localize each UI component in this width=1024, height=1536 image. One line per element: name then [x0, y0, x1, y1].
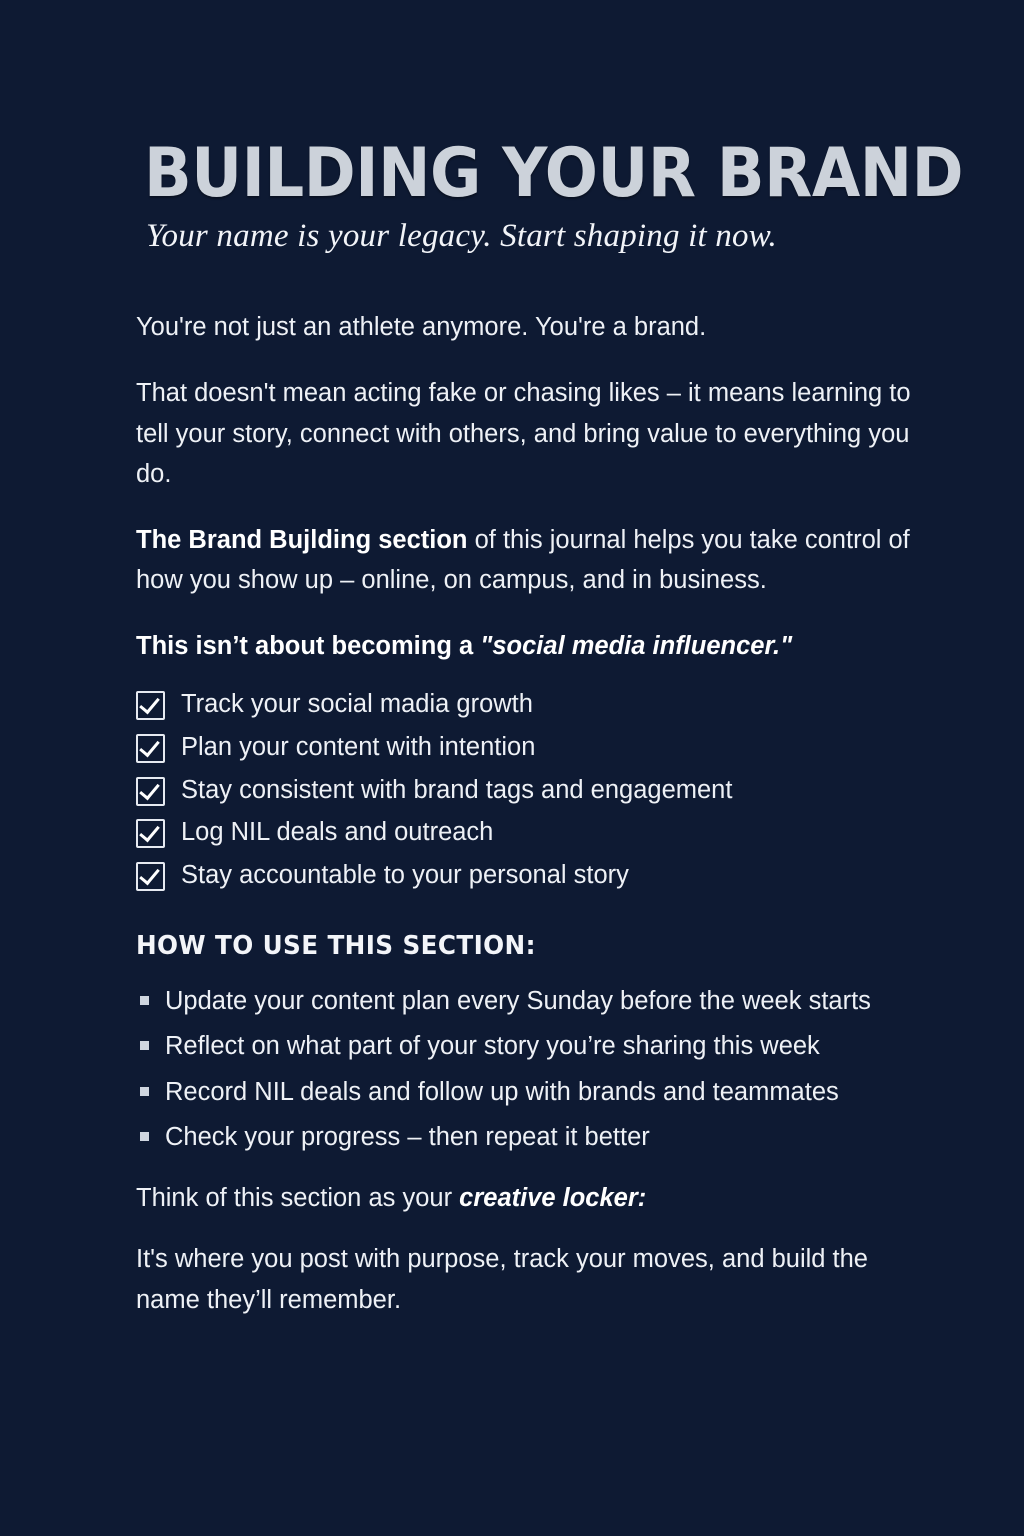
intro-paragraph-1: You're not just an athlete anymore. You're a brand.	[136, 313, 707, 341]
closing-line-2: It's where you post with purpose, track your moves, and build the name they’ll remember.	[136, 1245, 868, 1314]
list-item	[140, 981, 914, 1022]
list-item	[140, 1072, 914, 1113]
list-item	[136, 854, 914, 897]
how-to-label: Record NIL deals and follow up with brands and teammates	[165, 1077, 839, 1106]
square-bullet-icon	[140, 996, 149, 1005]
checkbox-checked-icon[interactable]	[136, 819, 165, 848]
intro-paragraph-3	[136, 520, 914, 601]
list-item	[136, 811, 914, 854]
closing-prefix: Think of this section as your	[136, 1184, 460, 1213]
list-item	[140, 1026, 914, 1067]
checkbox-checked-icon[interactable]	[136, 862, 165, 891]
intro-paragraph-3-rest: of this journal helps you take control of how you show up – online, on campus, and in business.	[136, 526, 910, 595]
page-title: BUILDING YOUR BRAND	[144, 134, 964, 213]
checkbox-checked-icon[interactable]	[136, 734, 165, 763]
list-item	[140, 1117, 914, 1158]
list-item	[136, 726, 914, 769]
square-bullet-icon	[140, 1041, 149, 1050]
brand-building-emphasis: The Brand Bujlding section	[136, 526, 468, 555]
intro-paragraph-2: That doesn't mean acting fake or chasing likes – it means learning to tell your story, connect with others, and bring value to everything you do.	[136, 379, 911, 488]
how-to-list	[136, 981, 914, 1158]
how-to-label: Check your progress – then repeat it better	[165, 1122, 650, 1151]
checklist-label: Track your social madia growth	[181, 689, 533, 718]
checklist-label: Stay consistent with brand tags and engagement	[181, 775, 733, 804]
checklist-label: Stay accountable to your personal story	[181, 861, 629, 890]
how-to-label: Reflect on what part of your story you’re sharing this week	[165, 1032, 820, 1061]
how-to-label: Update your content plan every Sunday before the week starts	[165, 987, 871, 1016]
callout-line	[136, 627, 914, 665]
square-bullet-icon	[140, 1132, 149, 1141]
square-bullet-icon	[140, 1087, 149, 1096]
checkbox-checked-icon[interactable]	[136, 777, 165, 806]
closing-line-1	[136, 1184, 914, 1213]
page-subtitle: Your name is your legacy. Start shaping it now.	[146, 218, 777, 254]
creative-locker-emphasis: creative locker:	[459, 1184, 647, 1213]
checklist-label: Log NIL deals and outreach	[181, 818, 494, 847]
callout-prefix: This isn’t about becoming a	[136, 631, 481, 660]
list-item	[136, 683, 914, 726]
checklist-label: Plan your content with intention	[181, 732, 536, 761]
callout-emphasis: "social media influencer."	[480, 631, 793, 660]
checkbox-checked-icon[interactable]	[136, 691, 165, 720]
list-item	[136, 769, 914, 812]
checklist	[136, 683, 914, 897]
how-to-heading: HOW TO USE THIS SECTION:	[136, 931, 536, 962]
